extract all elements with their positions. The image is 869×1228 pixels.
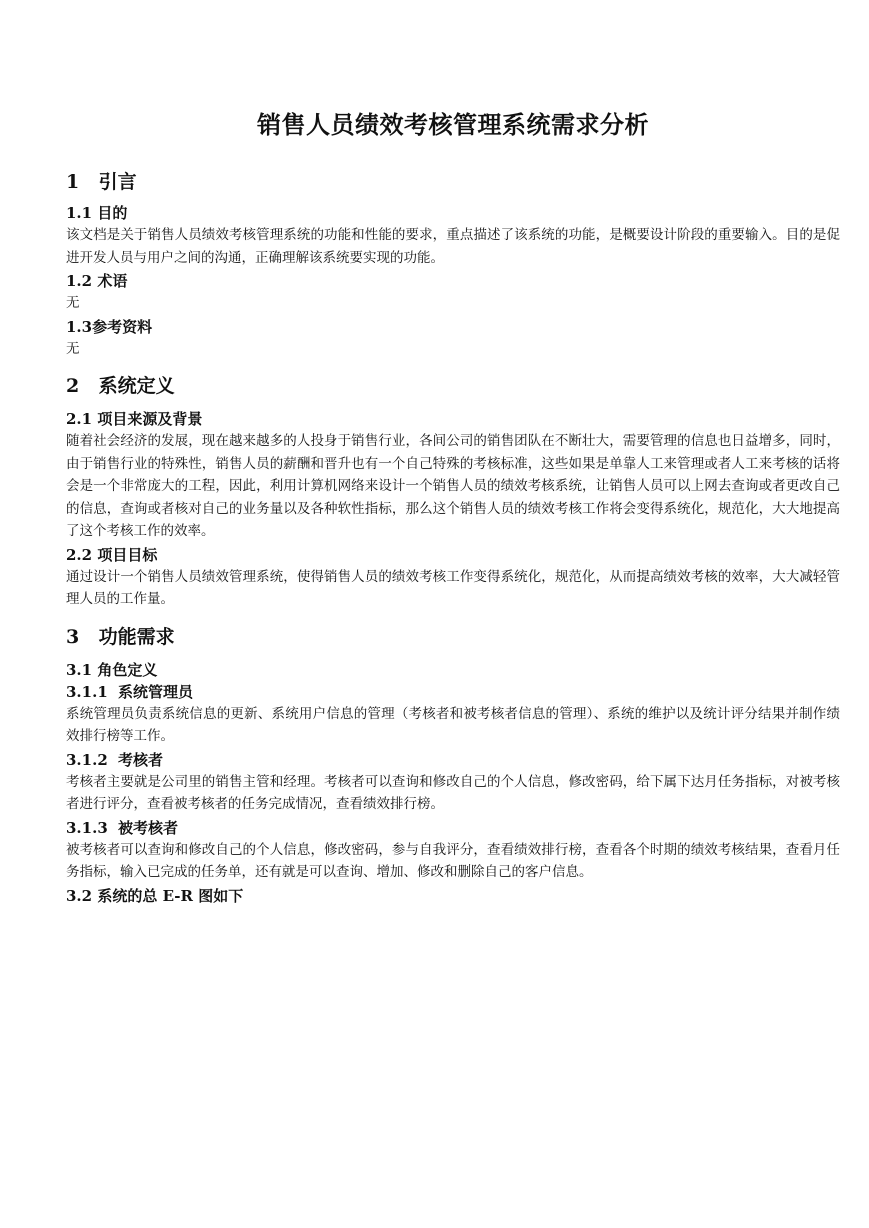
heading-number: 3.1.1 — [66, 682, 108, 701]
heading-text: 引言 — [98, 171, 137, 193]
heading-number: 1.1 — [66, 204, 93, 222]
paragraph-project-goal: 通过设计一个销售人员绩效管理系统，使得销售人员的绩效考核工作变得系统化，规范化，从而提高绩效考核的效率，大大减轻管理人员的工作量。 — [66, 568, 840, 607]
heading-purpose — [66, 202, 840, 224]
heading-assessee — [66, 817, 840, 839]
heading-text: 被考核者 — [118, 818, 179, 837]
heading-introduction — [66, 168, 840, 196]
heading-text: 目的 — [97, 204, 128, 222]
heading-system-definition — [66, 372, 840, 400]
heading-number: 1 — [66, 171, 80, 193]
heading-number: 3.1.2 — [66, 750, 108, 769]
heading-number: 1.3 — [66, 317, 93, 336]
paragraph-purpose: 该文档是关于销售人员绩效考核管理系统的功能和性能的要求，重点描述了该系统的功能，是概要设计阶段的重要输入。目的是促进开发人员与用户之间的沟通，正确理解该系统要实现的功能。 — [66, 227, 840, 266]
heading-number: 3.2 — [66, 886, 93, 905]
paragraph-project-background: 随着社会经济的发展，现在越来越多的人投身于销售行业，各间公司的销售团队在不断壮大，需要管理的信息也日益增多，同时，由于销售行业的特殊性，销售人员的薪酬和晋升也有一个自己特殊的考核标准，这些如果是单靠人工来管理或者人工来考核的话将会是一个非常庞大的工程，因此，利用计算机网络来设计一个销售人员的绩效考核系统，让销售人员可以上网去查询或者更改自己的信息，查询或者核对自己的业务量以及各种软性指标，那么这个销售人员的绩效考核工作将会变得系统化，规范化，大大地提高了这个考核工作的效率。 — [66, 433, 840, 539]
heading-number: 2.2 — [66, 545, 93, 564]
heading-text: 项目目标 — [97, 545, 158, 564]
heading-text: 系统定义 — [98, 375, 175, 397]
heading-role-definition — [66, 659, 840, 681]
paragraph-terms: 无 — [66, 295, 80, 311]
heading-functional-requirements — [66, 623, 840, 651]
heading-system-admin — [66, 681, 840, 703]
heading-number: 2 — [66, 375, 80, 397]
heading-number: 3.1.3 — [66, 818, 108, 837]
heading-references — [66, 316, 840, 338]
paragraph-assessee: 被考核者可以查询和修改自己的个人信息，修改密码，参与自我评分，查看绩效排行榜，查看各个时期的绩效考核结果，查看月任务指标，输入已完成的任务单，还有就是可以查询、增加、修改和删除自己的客户信息。 — [66, 841, 840, 880]
heading-assessor — [66, 749, 840, 771]
heading-text: 系统管理员 — [118, 682, 194, 701]
heading-terms — [66, 270, 840, 292]
paragraph-system-admin: 系统管理员负责系统信息的更新、系统用户信息的管理（考核者和被考核者信息的管理）、系统的维护以及统计评分结果并制作绩效排行榜等工作。 — [66, 705, 840, 744]
document-title: 销售人员绩效考核管理系统需求分析 — [257, 110, 649, 139]
paragraph-references: 无 — [66, 340, 80, 357]
document-page — [66, 108, 840, 907]
paragraph-assessor: 考核者主要就是公司里的销售主管和经理。考核者可以查询和修改自己的个人信息，修改密码，给下属下达月任务指标，对被考核者进行评分，查看被考核者的任务完成情况，查看绩效排行榜。 — [66, 773, 840, 812]
heading-project-background — [66, 408, 840, 430]
heading-number: 2.1 — [66, 410, 93, 428]
heading-text: 功能需求 — [98, 625, 175, 648]
heading-number: 3.1 — [66, 660, 93, 679]
heading-text: 术语 — [97, 272, 128, 290]
heading-text: 项目来源及背景 — [97, 410, 203, 428]
heading-text: 参考资料 — [92, 317, 153, 336]
heading-text: 考核者 — [118, 750, 164, 769]
heading-number: 1.2 — [66, 272, 93, 290]
heading-text: 系统的总 E-R 图如下 — [97, 886, 244, 905]
heading-number: 3 — [66, 625, 80, 648]
heading-project-goal — [66, 544, 840, 566]
heading-text: 角色定义 — [97, 660, 158, 679]
heading-er-diagram — [66, 885, 840, 907]
